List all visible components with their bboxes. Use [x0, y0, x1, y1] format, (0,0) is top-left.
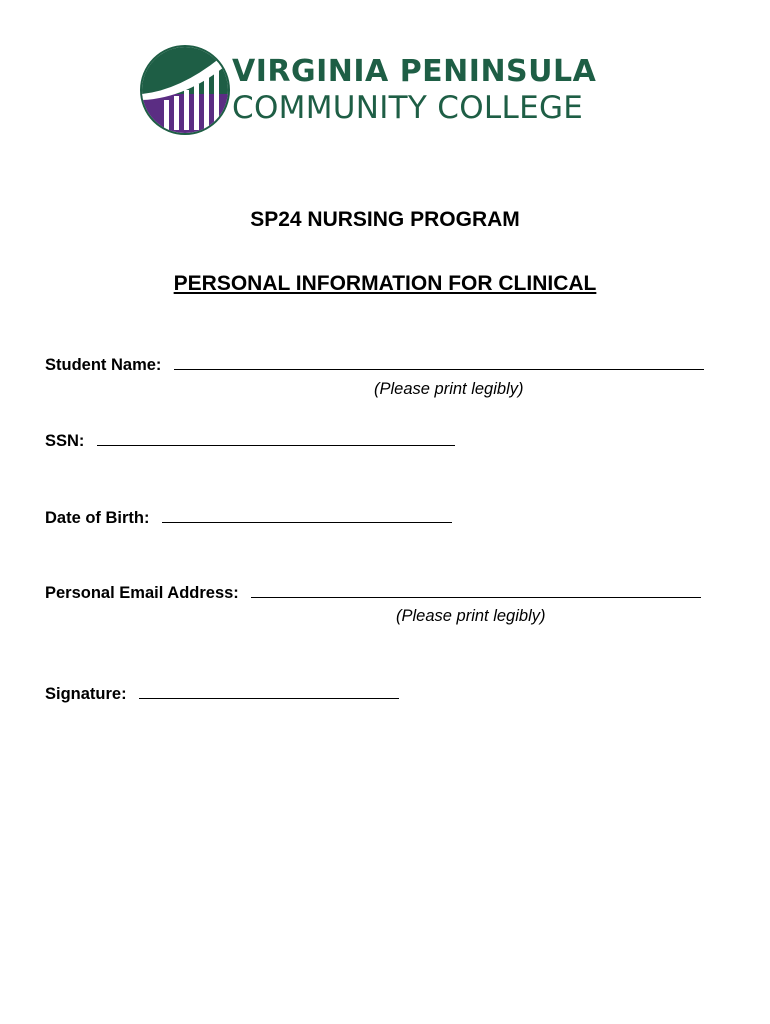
dob-field: [45, 507, 452, 528]
student-name-field: [45, 354, 704, 375]
ssn-field: [45, 430, 455, 451]
student-name-label: Student Name:: [45, 356, 162, 374]
email-blank[interactable]: [251, 582, 701, 598]
ssn-blank[interactable]: [97, 430, 455, 446]
program-title: SP24 NURSING PROGRAM: [250, 208, 520, 231]
email-label: Personal Email Address:: [45, 584, 239, 602]
student-name-blank[interactable]: [174, 354, 704, 370]
dob-label: Date of Birth:: [45, 509, 150, 527]
logo-wordmark: [232, 54, 632, 126]
college-logo: [140, 44, 630, 140]
ssn-label: SSN:: [45, 432, 85, 450]
signature-label: Signature:: [45, 685, 127, 703]
logo-line-1: VIRGINIA PENINSULA: [232, 54, 597, 89]
signature-blank[interactable]: [139, 683, 399, 699]
student-name-note: (Please print legibly): [374, 380, 524, 398]
email-note: (Please print legibly): [396, 607, 546, 625]
email-field: [45, 582, 701, 603]
logo-line-2: COMMUNITY COLLEGE: [232, 90, 584, 126]
dob-blank[interactable]: [162, 507, 452, 523]
college-seal-icon: [140, 44, 230, 136]
signature-field: [45, 683, 399, 704]
form-subtitle: PERSONAL INFORMATION FOR CLINICAL: [173, 272, 597, 295]
